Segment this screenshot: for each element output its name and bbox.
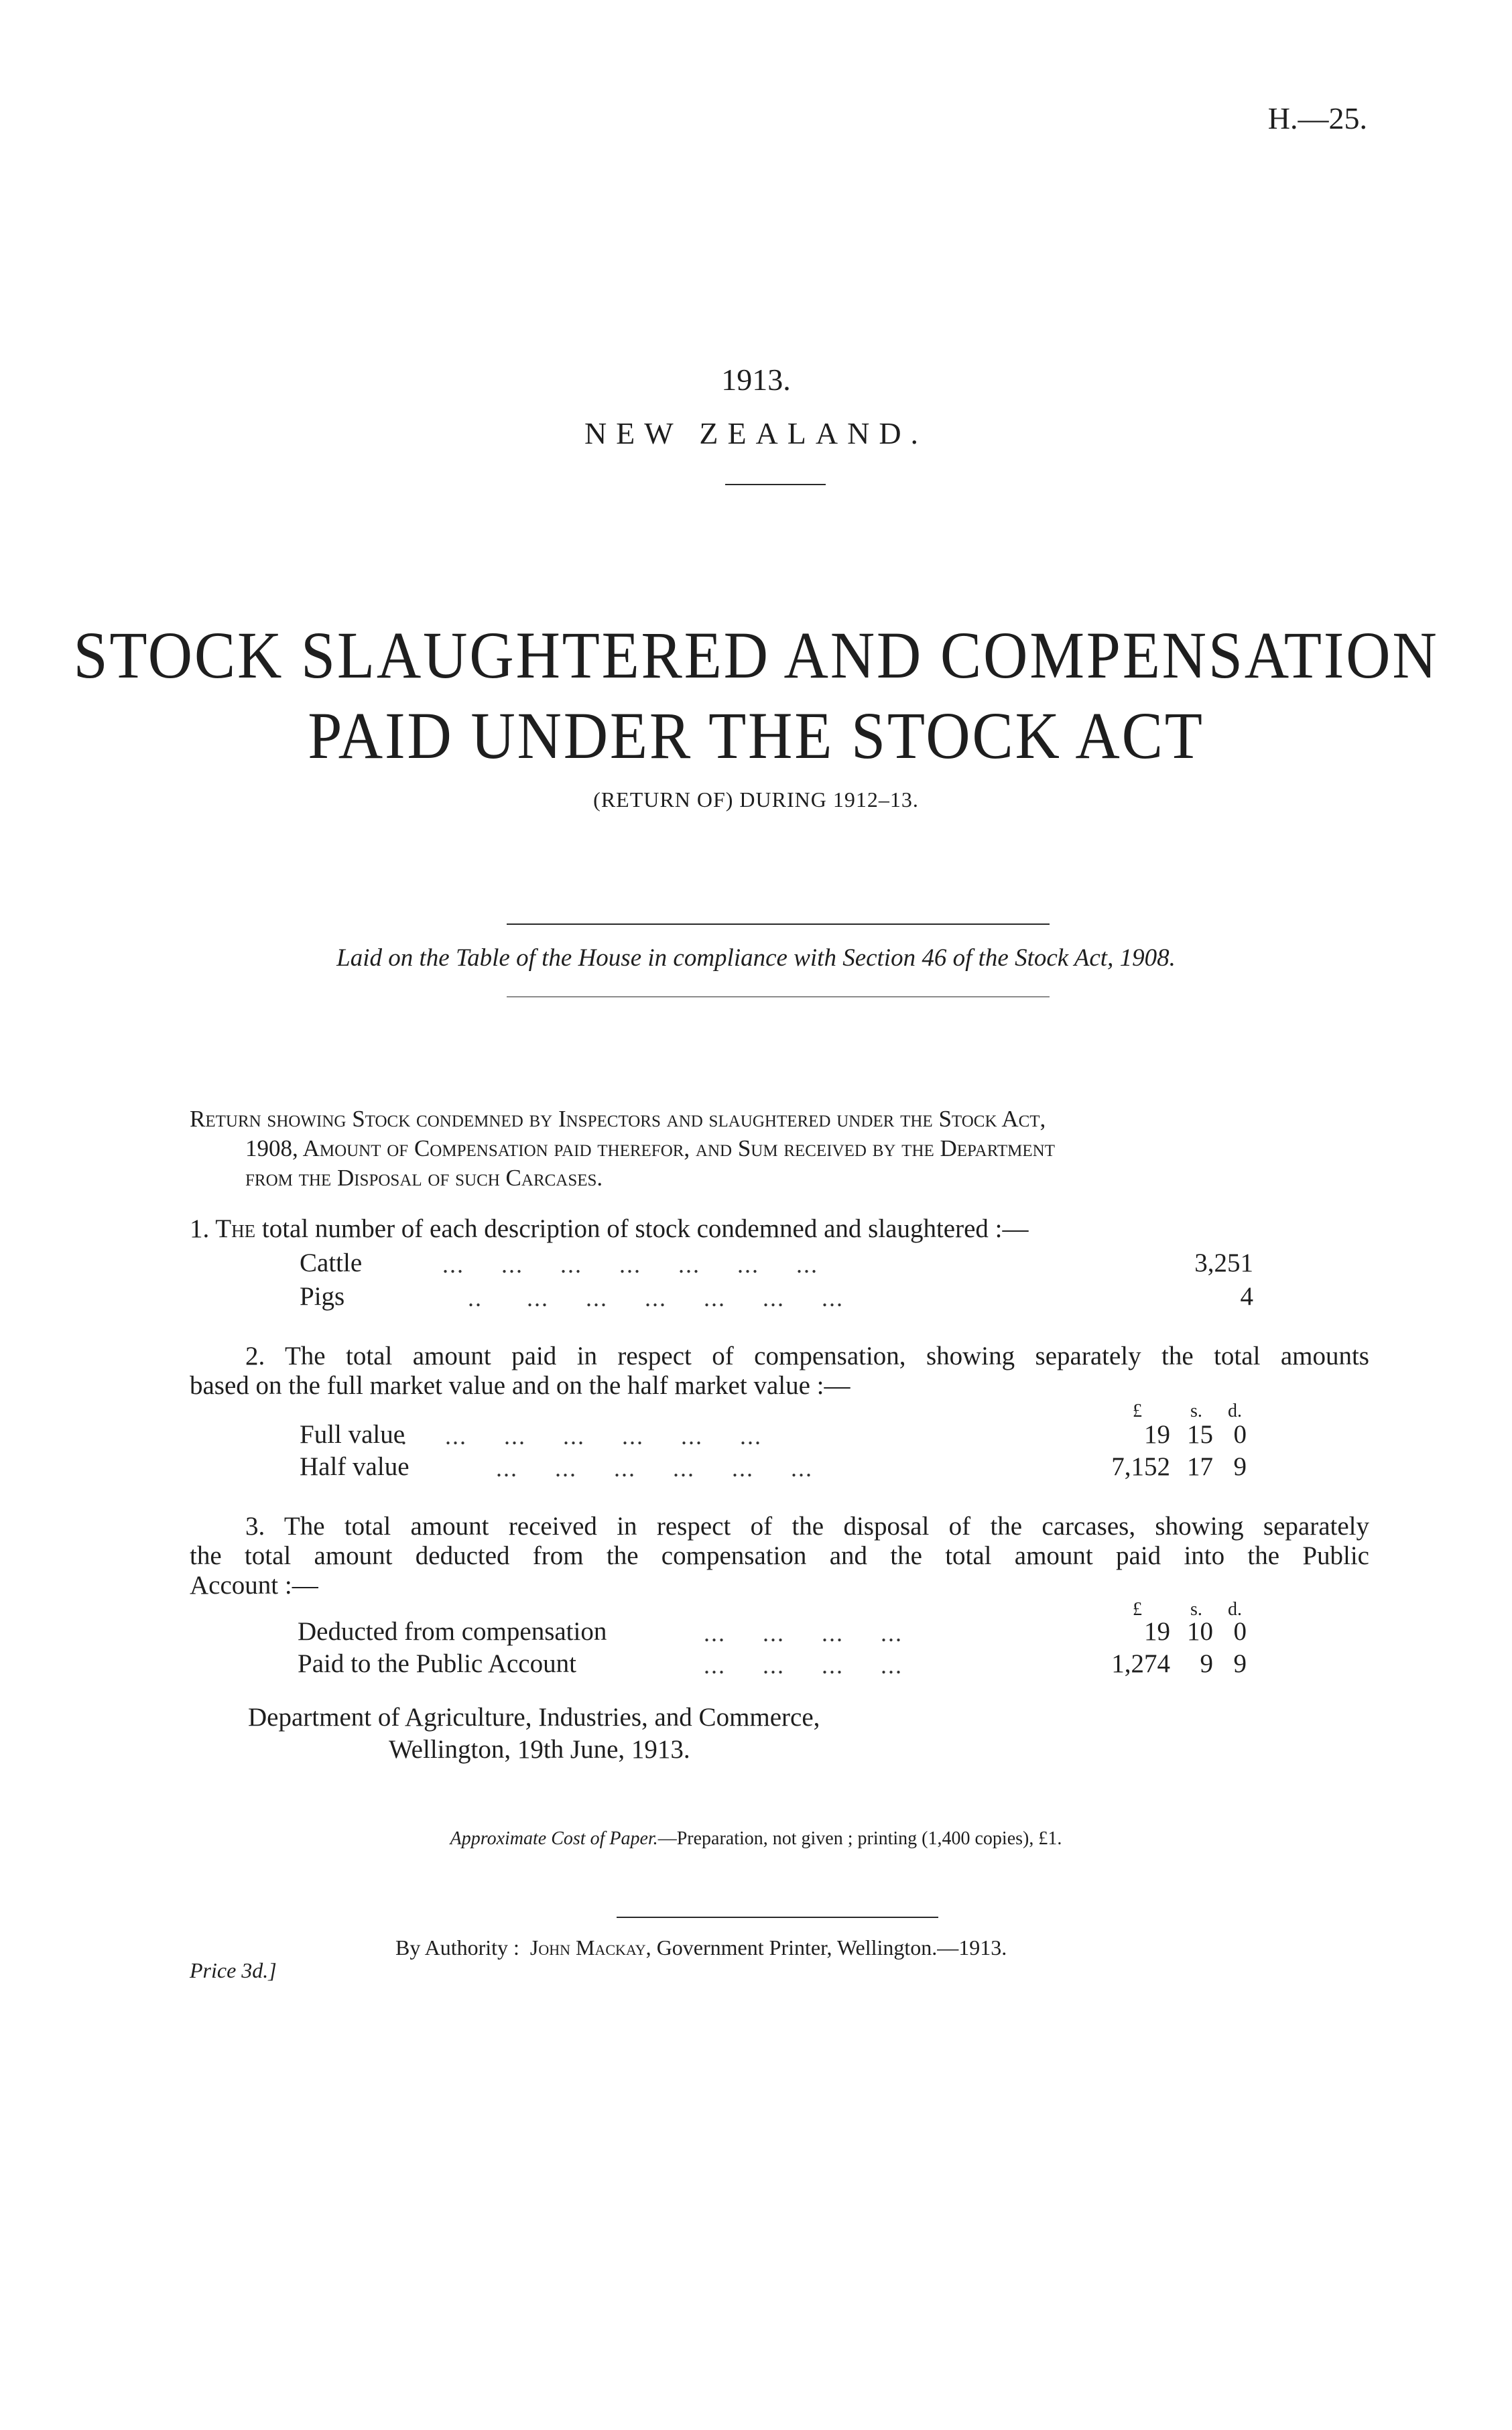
public-account-pounds: 1,274 <box>1111 1649 1170 1678</box>
public-account-pence: 9 <box>1233 1649 1247 1678</box>
authority-lead: By Authority : <box>395 1935 519 1960</box>
authority-rest: Government Printer, Wellington.—1913. <box>656 1935 1007 1960</box>
section-2-intro-line-2: based on the full market value and on the half market value :— <box>190 1371 850 1400</box>
deducted-shillings: 10 <box>1187 1617 1213 1646</box>
subtitle: (RETURN OF) DURING 1912–13. <box>593 787 919 812</box>
section-1-intro-text: total number of each description of stock condemned and slaughtered :— <box>261 1214 1029 1243</box>
section-2-intro <box>190 1342 1369 1401</box>
cost-text: —Preparation, not given ; printing (1,400 copies), £1. <box>657 1828 1062 1849</box>
section-3-intro-line-3: Account :— <box>190 1571 318 1600</box>
cost-note <box>0 1828 1512 1850</box>
printer-name: John Mackay, <box>529 1935 651 1960</box>
section-3-pence-header: d. <box>1228 1599 1242 1620</box>
section-1-intro <box>190 1214 1369 1244</box>
half-value-shillings: 17 <box>1187 1452 1213 1481</box>
cost-label: Approximate Cost of Paper. <box>450 1828 658 1849</box>
deducted-label: Deducted from compensation <box>298 1617 607 1646</box>
title-line-2: PAID UNDER THE STOCK ACT <box>308 698 1204 773</box>
full-value-pounds: 19 <box>1144 1420 1170 1449</box>
price-note: Price 3d.] <box>190 1958 277 1982</box>
public-account-leader: ... ... ... ... <box>704 1652 903 1679</box>
place-date-line: Wellington, 19th June, 1913. <box>389 1735 690 1764</box>
section-3-intro-line-2: the total amount deducted from the compensation and the total amount paid into the Public <box>190 1541 1369 1570</box>
return-heading <box>190 1104 1356 1193</box>
section-2-intro-line-1: 2. The total amount paid in respect of compensation, showing separately the total amounts <box>245 1342 1369 1370</box>
divider-above-note <box>507 923 1050 925</box>
printer-authority <box>395 1935 1007 1960</box>
full-value-pence: 0 <box>1233 1420 1247 1449</box>
cattle-value: 3,251 <box>1194 1249 1253 1277</box>
section-3-intro <box>190 1512 1369 1600</box>
return-heading-line-1: Return showing Stock condemned by Inspectors and slaughtered under the Stock Act, <box>190 1106 1046 1132</box>
laid-on-table-note: Laid on the Table of the House in compliance with Section 46 of the Stock Act, 1908. <box>336 944 1176 972</box>
half-value-label: Half value <box>300 1452 410 1481</box>
half-value-pence: 9 <box>1233 1452 1247 1481</box>
public-account-label: Paid to the Public Account <box>298 1649 576 1678</box>
return-heading-line-3: from the Disposal of such Carcases. <box>245 1165 603 1191</box>
department-line: Department of Agriculture, Industries, and Commerce, <box>248 1703 820 1732</box>
pigs-value: 4 <box>1240 1282 1253 1311</box>
pigs-label: Pigs <box>300 1282 345 1311</box>
country-heading: NEW ZEALAND. <box>584 416 928 450</box>
divider-short <box>725 484 826 485</box>
title-line-1: STOCK SLAUGHTERED AND COMPENSATION <box>73 618 1439 692</box>
half-value-leader: ... ... ... ... ... ... <box>496 1455 813 1482</box>
public-account-shillings: 9 <box>1200 1649 1213 1678</box>
pigs-leader: .. ... ... ... ... ... ... <box>468 1285 844 1312</box>
deducted-leader: ... ... ... ... <box>704 1620 903 1647</box>
cattle-leader: ... ... ... ... ... ... ... <box>442 1251 818 1278</box>
section-2-pence-header: d. <box>1228 1401 1242 1421</box>
section-3-pounds-header: £ <box>1133 1599 1142 1620</box>
document-reference: H.—25. <box>1267 101 1367 135</box>
section-3-shillings-header: s. <box>1190 1599 1202 1620</box>
full-value-shillings: 15 <box>1187 1420 1213 1449</box>
divider-footer <box>617 1917 938 1918</box>
return-heading-line-2: 1908, Amount of Compensation paid therefor, and Sum received by the Department <box>245 1135 1055 1161</box>
deducted-pence: 0 <box>1233 1617 1247 1646</box>
publication-year: 1913. <box>721 363 791 397</box>
section-1-lead: 1. The <box>190 1214 256 1243</box>
deducted-pounds: 19 <box>1144 1617 1170 1646</box>
full-value-leader: . ... ... ... ... ... ... <box>401 1423 762 1450</box>
cattle-label: Cattle <box>300 1249 363 1277</box>
half-value-pounds: 7,152 <box>1111 1452 1170 1481</box>
section-2-pounds-header: £ <box>1133 1401 1142 1421</box>
full-value-label: Full value <box>300 1420 405 1449</box>
section-3-intro-line-1: 3. The total amount received in respect of the disposal of the carcases, showing separately <box>245 1512 1369 1541</box>
section-2-shillings-header: s. <box>1190 1401 1202 1421</box>
